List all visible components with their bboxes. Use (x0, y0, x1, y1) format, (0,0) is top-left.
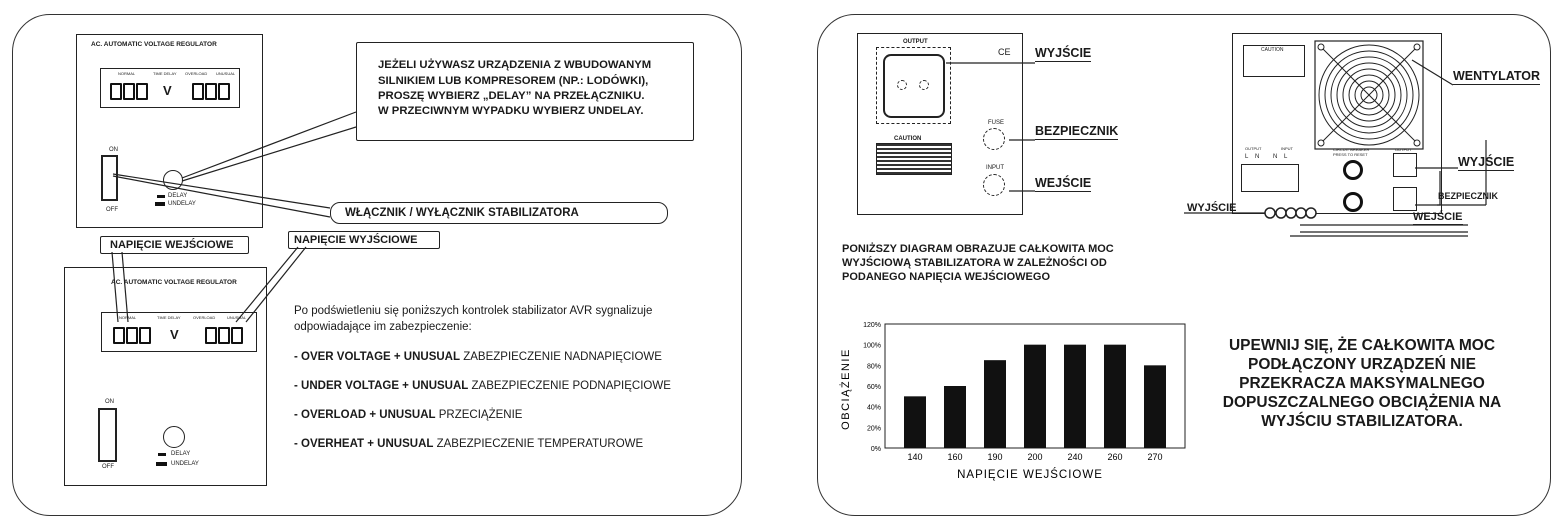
bar-160 (944, 386, 966, 448)
bar-270 (1144, 365, 1166, 448)
label-wyjscie-front: WYJŚCIE (1035, 46, 1092, 60)
indicator-time-delay: TIME DELAY (157, 315, 181, 320)
x-tick-label: 270 (1147, 452, 1163, 462)
y-tick-label: 80% (866, 363, 881, 371)
warning-line-5: WYJŚCIU STABILIZATORA. (1261, 413, 1463, 430)
switch-on-label: ON (109, 147, 118, 153)
x-tick-label: 140 (907, 452, 923, 462)
indicator-normal: NORMAL (118, 71, 136, 76)
protection-over-voltage: - OVER VOLTAGE + UNUSUAL ZABEZPIECZENIE NADNAPIĘCIOWE (294, 351, 662, 363)
y-tick-label: 120% (863, 322, 881, 329)
indicator-normal: NORMAL (119, 315, 137, 320)
diagram-desc-line-2: WYJŚCIOWĄ STABILIZATORA W ZALEŻNOŚCI OD (842, 257, 1107, 269)
caution-label-rear: CAUTION (1261, 47, 1284, 53)
voltage-symbol-icon: V (163, 83, 172, 98)
input-voltage-label: NAPIĘCIE WEJŚCIOWE (110, 239, 234, 251)
terminal-posts (1265, 208, 1316, 218)
y-tick-label: 100% (863, 342, 881, 350)
x-tick-label: 240 (1067, 452, 1083, 462)
avr-title-top: AC. AUTOMATIC VOLTAGE REGULATOR (91, 41, 217, 48)
terminal-input-label: INPUT (1281, 146, 1293, 151)
indicator-overload: OVERLOAD (193, 315, 216, 320)
rear-output-label: OUTPUT (1395, 147, 1412, 152)
bar-190 (984, 360, 1006, 448)
switch-on-label: ON (105, 399, 114, 405)
protection-overload: - OVERLOAD + UNUSUAL PRZECIĄŻENIE (294, 409, 523, 421)
fuse-label: FUSE (988, 120, 1005, 126)
indicator-unusual: UNUSUAL (227, 315, 247, 320)
callout-line-3: PROSZĘ WYBIERZ „DELAY” NA PRZEŁĄCZNIKU. (378, 90, 645, 102)
indicator-unusual: UNUSUAL (216, 71, 236, 76)
terminal-letter: N (1255, 154, 1260, 160)
y-tick-label: 40% (866, 404, 881, 412)
caution-label-front: CAUTION (894, 136, 922, 142)
warning-line-3: PRZEKRACZA MAKSYMALNEGO (1239, 375, 1485, 392)
delay-label-top: DELAY (168, 193, 188, 199)
warning-block (1192, 336, 1532, 431)
label-bezpiecznik-front: BEZPIECZNIK (1035, 124, 1119, 138)
warning-line-2: PODŁĄCZONY URZĄDZEŃ NIE (1248, 356, 1476, 373)
x-tick-label: 190 (987, 452, 1003, 462)
terminal-letter: L (1284, 154, 1288, 160)
output-voltage-label: NAPIĘCIE WYJŚCIOWE (294, 234, 418, 246)
callout-line-1: JEŻELI UŻYWASZ URZĄDZENIA Z WBUDOWANYM (378, 59, 652, 71)
terminal-letter: L (1245, 154, 1249, 160)
terminal-letter: N (1273, 154, 1278, 160)
input-label: INPUT (986, 165, 1004, 171)
y-axis-label: OBCIĄŻENIE (840, 348, 852, 430)
warning-line-4: DOPUSZCZALNEGO OBCIĄŻENIA NA (1222, 394, 1502, 411)
label-wentylator: WENTYLATOR (1453, 69, 1541, 83)
switch-off-label: OFF (102, 464, 114, 470)
warning-line-1: UPEWNIJ SIĘ, ŻE CAŁKOWITA MOC (1228, 337, 1496, 354)
x-tick-label: 200 (1027, 452, 1043, 462)
label-wejscie-front: WEJŚCIE (1035, 176, 1092, 190)
delay-label-bottom: DELAY (171, 451, 191, 457)
avr-title-bottom: AC. AUTOMATIC VOLTAGE REGULATOR (111, 279, 237, 286)
indicator-overload: OVERLOAD (185, 71, 208, 76)
ce-mark: CE (998, 47, 1011, 57)
switch-label-text: WŁĄCZNIK / WYŁĄCZNIK STABILIZATORA (345, 207, 579, 219)
bar-200 (1024, 345, 1046, 448)
x-axis-label: NAPIĘCIE WEJŚCIOWE (957, 469, 1103, 481)
protection-overheat: - OVERHEAT + UNUSUAL ZABEZPIECZENIE TEMPERATUROWE (294, 438, 644, 450)
protection-under-voltage: - UNDER VOLTAGE + UNUSUAL ZABEZPIECZENIE PODNAPIĘCIOWE (294, 380, 671, 392)
callout-line-4: W PRZECIWNYM WYPADKU WYBIERZ UNDELAY. (378, 105, 644, 117)
y-tick-label: 0% (870, 446, 881, 453)
intro-line-2: odpowiadające im zabezpieczenie: (294, 321, 472, 333)
terminal-output-label: OUTPUT (1245, 146, 1262, 151)
diagram-desc-line-1: PONIŻSZY DIAGRAM OBRAZUJE CAŁKOWITA MOC (842, 243, 1114, 255)
y-tick-label: 20% (866, 425, 881, 433)
undelay-label-bottom: UNDELAY (171, 461, 199, 467)
output-panel-title: OUTPUT (903, 39, 928, 45)
undelay-label-top: UNDELAY (168, 201, 196, 207)
bar-240 (1064, 345, 1086, 448)
x-tick-label: 260 (1107, 452, 1123, 462)
bar-140 (904, 396, 926, 448)
load-chart (825, 314, 1195, 504)
circuit-breaker-label: CIRCUIT BREAKER (1333, 147, 1370, 152)
callout-line-2: SILNIKIEM LUB KOMPRESOREM (NP.: LODÓWKI), (378, 75, 649, 87)
intro-line-1: Po podświetleniu się poniższych kontrolek stabilizator AVR sygnalizuje (294, 305, 653, 317)
label-wyjscie-rear: WYJŚCIE (1458, 155, 1515, 169)
diagram-desc-line-3: PODANEGO NAPIĘCIA WEJŚCIOWEGO (842, 271, 1051, 283)
switch-off-label: OFF (106, 207, 118, 213)
voltage-symbol-icon: V (170, 327, 179, 342)
y-tick-label: 60% (866, 384, 881, 391)
label-wejscie-rear: WEJŚCIE (1413, 211, 1463, 223)
x-tick-label: 160 (947, 452, 963, 462)
bar-260 (1104, 345, 1126, 448)
indicator-time-delay: TIME DELAY (153, 71, 177, 76)
label-wyjscie-left-rear: WYJŚCIE (1187, 202, 1237, 214)
press-reset-label: PRESS TO RESET (1333, 152, 1368, 157)
label-bezpiecznik-rear: BEZPIECZNIK (1438, 191, 1499, 201)
